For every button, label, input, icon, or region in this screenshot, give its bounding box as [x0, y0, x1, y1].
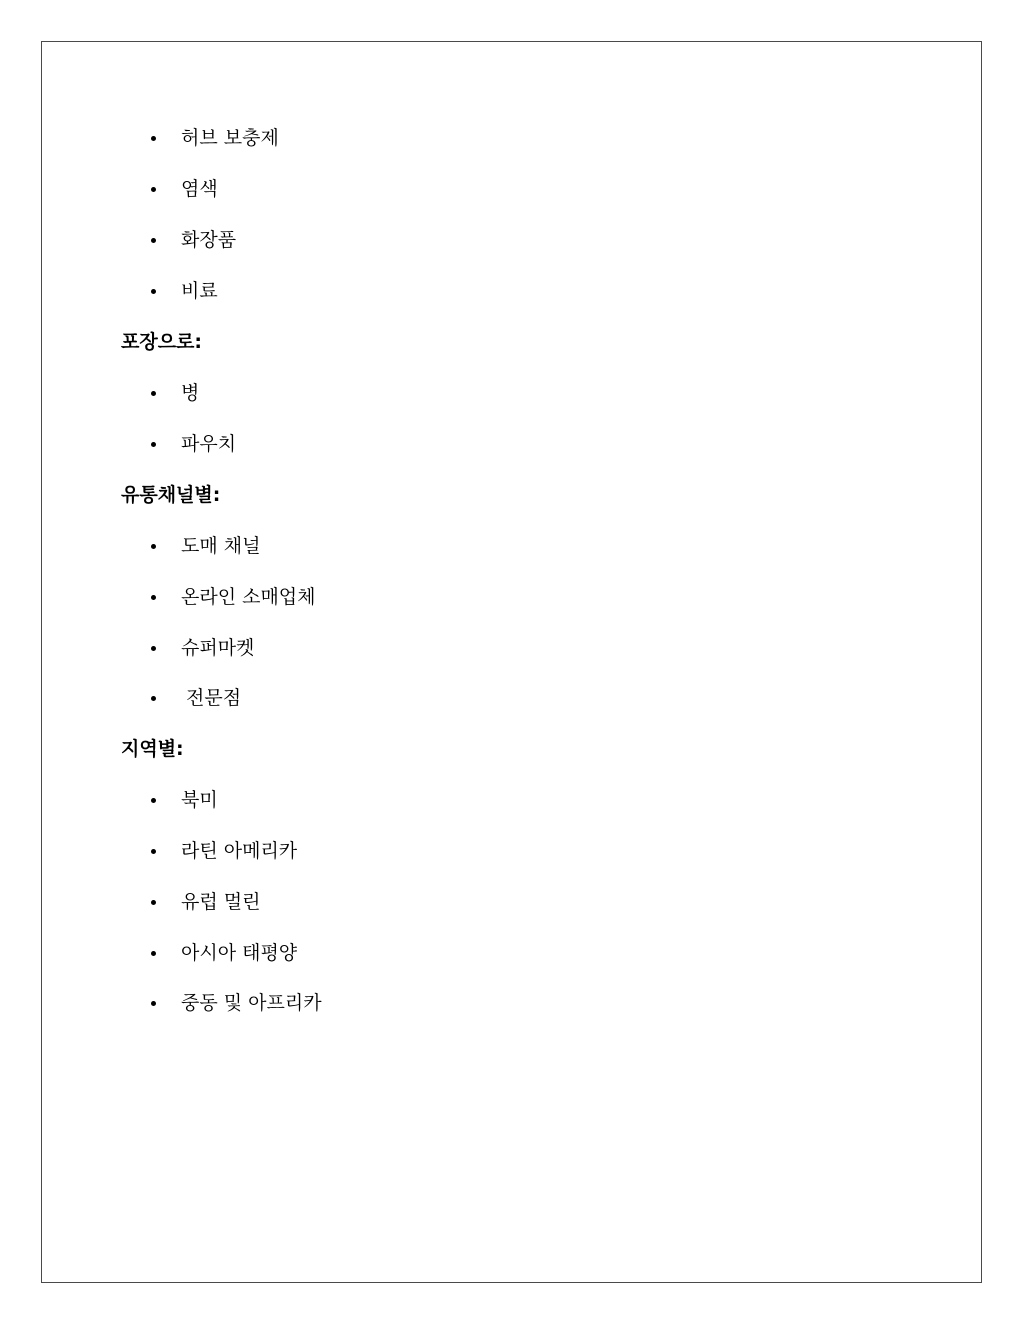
list-item-label: 북미 — [181, 789, 218, 811]
list-item-label: 병 — [181, 382, 200, 404]
bullet-icon — [151, 544, 156, 549]
bullet-icon — [151, 849, 156, 854]
list-item-label: 파우치 — [181, 433, 237, 455]
bullet-icon — [151, 289, 156, 294]
section-heading-label: 유통채널별: — [121, 484, 221, 506]
section-heading-label: 포장으로: — [121, 331, 203, 353]
list-item-label: 라틴 아메리카 — [181, 840, 298, 862]
bullet-icon — [151, 951, 156, 956]
bullet-icon — [151, 900, 156, 905]
bullet-icon — [151, 595, 156, 600]
list-item-label: 비료 — [181, 280, 218, 302]
list-item-label: 염색 — [181, 178, 218, 200]
bullet-icon — [151, 646, 156, 651]
list-item-label: 중동 및 아프리카 — [181, 992, 322, 1014]
bullet-icon — [151, 391, 156, 396]
list-item-label: 화장품 — [181, 229, 237, 251]
section-heading-label: 지역별: — [121, 738, 184, 760]
list-item-label: 유럽 멀린 — [181, 891, 261, 913]
bullet-icon — [151, 696, 156, 701]
bullet-icon — [151, 442, 156, 447]
list-item-label: 아시아 태평양 — [181, 942, 298, 964]
list-item-label: 온라인 소매업체 — [181, 586, 316, 608]
bullet-icon — [151, 187, 156, 192]
bullet-icon — [151, 238, 156, 243]
list-item-label: 전문점 — [186, 687, 242, 709]
bullet-icon — [151, 798, 156, 803]
list-item-label: 슈퍼마켓 — [181, 637, 255, 659]
bullet-icon — [151, 136, 156, 141]
list-item-label: 도매 채널 — [181, 535, 261, 557]
bullet-icon — [151, 1001, 156, 1006]
list-item-label: 허브 보충제 — [181, 127, 279, 149]
